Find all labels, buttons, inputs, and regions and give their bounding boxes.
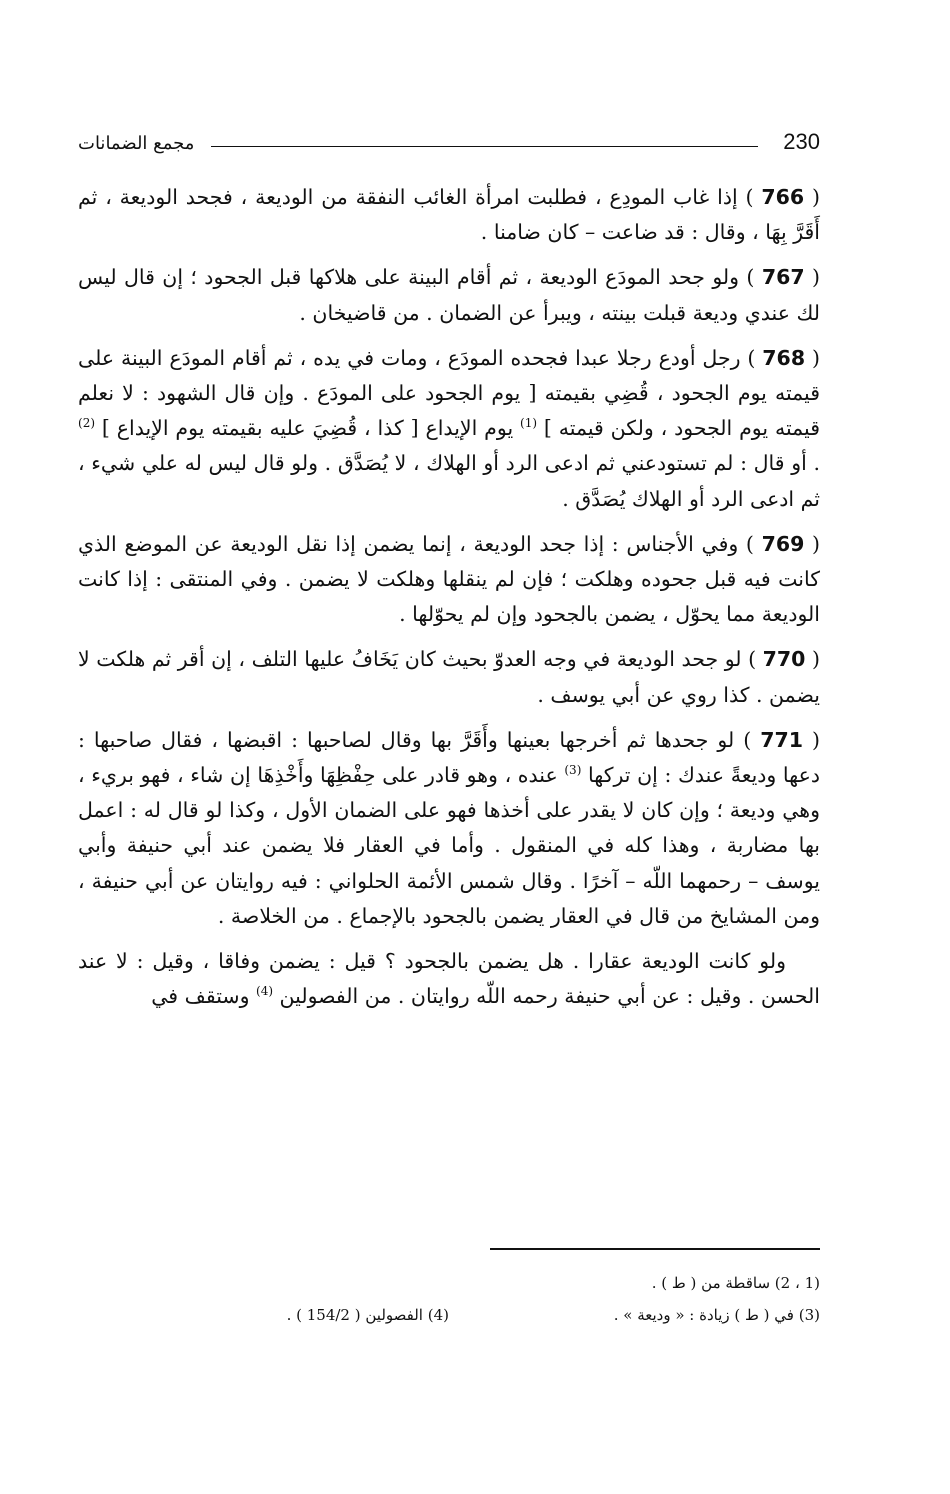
footnote-rule	[490, 1248, 820, 1250]
paragraph-number: 770	[762, 647, 806, 672]
paragraph-771: ( 771 ) لو جحدها ثم أخرجها بعينها وأَقَرَّ بها وقال لصاحبها : اقبضها ، فقال صاحبها : دعها وديعةً عندك : إن تركها $^{(3)}$ عنده ، وهو قادر على حِفْظِهَا وأَخْذِهَا إن شاء ، فهو بريء ، وهي وديعة ؛ وإن كان لا يقدر على أخذها فهو على الضمان الأول ، وكذا لو قال له : اعمل بها مضاربة ، وهذا كله في المنقول . وأما في العقار فلا يضمن عند أبي حنيفة وأبي يوسف – رحمهما اللّه – آخرًا . وقال شمس الأئمة الحلواني : فيه روايتان عن أبي حنيفة ، ومن المشايخ من قال في العقار يضمن بالجحود بالإجماع . من الخلاصة .	[78, 727, 820, 928]
footnote-3: (3) في ( ط ) زيادة : « وديعة » .	[613, 1306, 820, 1324]
running-title: مجمع الضمانات	[78, 133, 195, 154]
body-text	[78, 180, 820, 1024]
footnote-ref: (2)	[78, 416, 96, 431]
paragraph-767: ( 767 ) ولو جحد المودَع الوديعة ، ثم أقام البينة على هلاكها قبل الجحود ؛ إن قال ليس لك عندي وديعة قبلت بينته ، ويبرأ عن الضمان . من قاضيخان .	[78, 265, 821, 325]
footnote-1-2: (1 ، 2) ساقطة من ( ط ) .	[651, 1274, 820, 1292]
running-header	[78, 126, 820, 162]
paragraph-number: 767	[761, 265, 805, 290]
paragraph-766: ( 766 ) إذا غاب المودِع ، فطلبت امرأة الغائب النفقة من الوديعة ، فجحد الوديعة ، ثم أَقَرَّ بِهَا ، وقال : قد ضاعت – كان ضامنا .	[78, 185, 821, 245]
footnotes	[78, 1268, 820, 1332]
footnote-ref: (4)	[256, 984, 274, 999]
book-page	[78, 0, 820, 1494]
footnote-4: (4) الفصولين ( 154/2 ) .	[286, 1306, 449, 1324]
paragraph-769: ( 769 ) وفي الأجناس : إذا جحد الوديعة ، إنما يضمن إذا نقل الوديعة عن الموضع الذي كانت فيه قبل جحوده وهلكت ؛ فإن لم ينقلها وهلكت لا يضمن . وفي المنتقى : إذا كانت الوديعة مما يحوّل ، يضمن بالجحود وإن لم يحوّلها .	[78, 531, 821, 627]
footnote-ref: (3)	[564, 763, 582, 778]
page-number: 230	[783, 129, 820, 154]
footnote-ref: (1)	[520, 416, 538, 431]
footnote-row	[78, 1300, 820, 1332]
paragraph-768: ( 768 ) رجل أودع رجلا عبدا فجحده المودَع ، ومات في يده ، ثم أقام المودَع البينة على قيمته يوم الجحود ، قُضِي بقيمته [ يوم الجحود على المودَع . وإن قال الشهود : لا نعلم قيمته يوم الجحود ، ولكن قيمته ] $^{(1)}$ يوم الإيداع [ كذا ، قُضِيَ عليه بقيمته يوم الإيداع ] $^{(2)}$ . أو قال : لم تستودعني ثم ادعى الرد أو الهلاك ، لا يُصَدَّق . ولو قال ليس له علي شيء ، ثم ادعى الرد أو الهلاك يُصَدَّق .	[78, 345, 820, 511]
paragraph-number: 766	[761, 185, 805, 209]
header-rule	[211, 146, 758, 147]
paragraph-unnumbered: ولو كانت الوديعة عقارا . هل يضمن بالجحود ؟ قيل : يضمن وفاقا ، وقيل : لا عند الحسن . وقيل : عن أبي حنيفة رحمه اللّه روايتان . من الفصولين $^{(4)}$ وستقف في	[78, 949, 820, 1009]
paragraph-number: 769	[761, 531, 805, 556]
paragraph-number: 771	[760, 727, 804, 752]
footnote-row	[78, 1268, 820, 1300]
paragraph-770: ( 770 ) لو جحد الوديعة في وجه العدوّ بحيث كان يَخَافُ عليها التلف ، إن أقر ثم هلكت لا يضمن . كذا روي عن أبي يوسف .	[78, 647, 821, 707]
paragraph-number: 768	[762, 345, 806, 370]
